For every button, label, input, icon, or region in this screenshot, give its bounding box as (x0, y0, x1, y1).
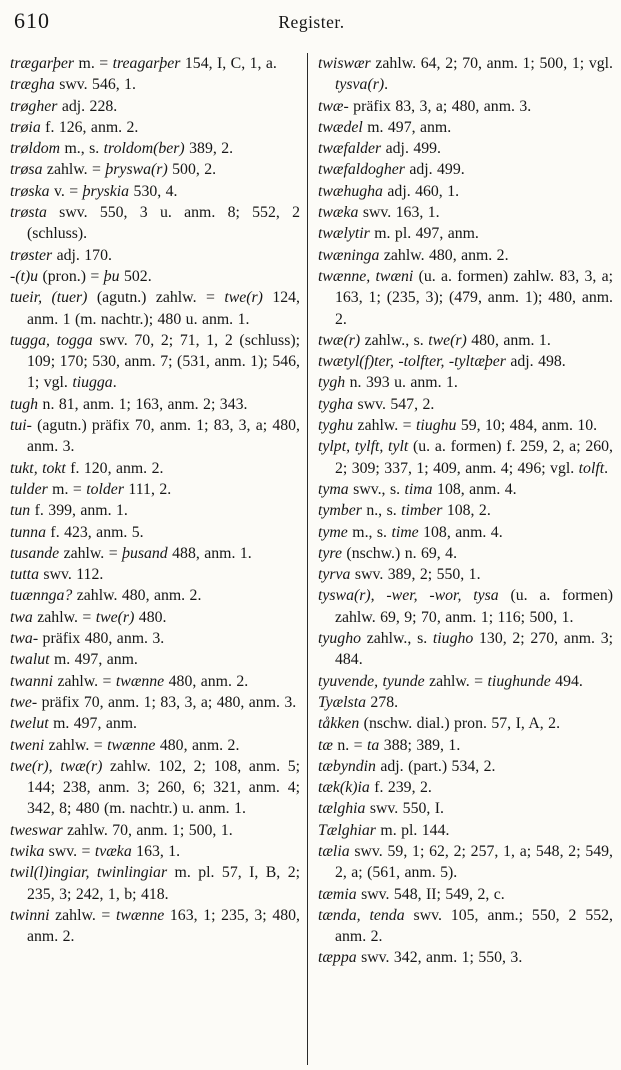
right-column (308, 53, 613, 1065)
index-entry: trøsa zahlw. = þryswa(r) 500, 2. (10, 161, 217, 179)
index-entry: tyme m., s. time 108, anm. 4. (318, 523, 503, 541)
index-entry: Tælghiar m. pl. 144. (318, 821, 450, 839)
index-entry: twelut m. 497, anm. (10, 715, 138, 733)
index-entry: tænda, tenda swv. 105, anm.; 550, 2 552, anm. 2. (318, 906, 613, 946)
index-entry: tutta swv. 112. (10, 566, 104, 584)
index-entry: tylpt, tylft, tylt (u. a. formen) f. 259, 2, a; 260, 2; 309; 337, 1; 409, anm. 4; 496; vgl. tolft. (318, 438, 613, 477)
index-entry: tun f. 399, anm. 1. (10, 502, 128, 520)
index-entry: twætyl(f)ter, -tolfter, -tyltæþer adj. 498. (318, 353, 566, 371)
index-entry: tyre (nschw.) n. 69, 4. (318, 544, 458, 562)
index-entry: trøgher adj. 228. (10, 97, 118, 115)
index-entry: tweswar zahlw. 70, anm. 1; 500, 1. (10, 821, 233, 839)
index-entry: tæmia swv. 548, II; 549, 2, c. (318, 885, 505, 903)
index-entry: trøia f. 126, anm. 2. (10, 118, 139, 136)
page-title: Register. (278, 12, 345, 32)
index-entry: twæ(r) zahlw., s. twe(r) 480, anm. 1. (318, 331, 551, 349)
index-entry: tyuvende, tyunde zahlw. = tiughunde 494. (318, 672, 583, 690)
index-entry: twa zahlw. = twe(r) 480. (10, 608, 167, 626)
index-entry: tweni zahlw. = twænne 480, anm. 2. (10, 736, 240, 754)
index-entry: tåkken (nschw. dial.) pron. 57, I, A, 2. (318, 715, 561, 733)
index-entry: tyswa(r), -wer, -wor, tysa (u. a. formen) zahlw. 69, 9; 70, anm. 1; 116; 500, 1. (318, 587, 613, 626)
index-entry: tyghu zahlw. = tiughu 59, 10; 484, anm. 10. (318, 417, 598, 435)
index-entry: twæhugha adj. 460, 1. (318, 182, 460, 200)
index-entry: twil(l)ingiar, twinlingiar m. pl. 57, I, B, 2; 235, 3; 242, 1, b; 418. (10, 864, 300, 903)
index-entry: twælytir m. pl. 497, anm. (318, 225, 479, 243)
page-header (10, 8, 613, 46)
index-entry: tæ n. = ta 388; 389, 1. (318, 736, 461, 754)
index-entry: tui- (agutn.) präfix 70, anm. 1; 83, 3, a; 480, anm. 3. (10, 417, 300, 456)
index-entry: twiswær zahlw. 64, 2; 70, anm. 1; 500, 1; vgl. tysva(r). (318, 55, 613, 94)
index-entry: tuænnga? zahlw. 480, anm. 2. (10, 587, 202, 605)
index-entry: twe(r), twæ(r) zahlw. 102, 2; 108, anm. 5; 144; 238, anm. 3; 260, 6; 321, anm. 4; 342, 8; 480 (m. nachtr.) u. anm. 1. (10, 757, 300, 818)
index-entry: tælghia swv. 550, I. (318, 800, 444, 818)
index-entry: tæbyndin adj. (part.) 534, 2. (318, 757, 496, 775)
index-entry: twalut m. 497, anm. (10, 651, 138, 669)
index-entry: tukt, tokt f. 120, anm. 2. (10, 459, 164, 477)
index-entry: tæppa swv. 342, anm. 1; 550, 3. (318, 949, 523, 967)
index-entry: twædel m. 497, anm. (318, 118, 452, 136)
page-number: 610 (14, 8, 50, 33)
index-entry: tunna f. 423, anm. 5. (10, 523, 144, 541)
index-entry: twæninga zahlw. 480, anm. 2. (318, 246, 509, 264)
index-entry: trøsta swv. 550, 3 u. anm. 8; 552, 2 (schluss). (10, 204, 300, 243)
index-entry: tusande zahlw. = þusand 488, anm. 1. (10, 544, 252, 562)
index-entry: trøska v. = þryskia 530, 4. (10, 182, 178, 200)
index-entry: tyma swv., s. tima 108, anm. 4. (318, 480, 517, 498)
index-entry: twe- präfix 70, anm. 1; 83, 3, a; 480, anm. 3. (10, 693, 297, 711)
index-entry: tugh n. 81, anm. 1; 163, anm. 2; 343. (10, 395, 248, 413)
index-entry: trægha swv. 546, 1. (10, 76, 136, 94)
index-entry: tyrva swv. 389, 2; 550, 1. (318, 566, 481, 584)
index-entry: -(t)u (pron.) = þu 502. (10, 267, 152, 285)
index-entry: tueir, (tuer) (agutn.) zahlw. = twe(r) 124, anm. 1 (m. nachtr.); 480 u. anm. 1. (10, 289, 301, 328)
index-entry: trøldom m., s. troldom(ber) 389, 2. (10, 140, 234, 158)
index-entry: trægarþer m. = treagarþer 154, I, C, 1, a. (10, 55, 277, 72)
index-entry: twa- präfix 480, anm. 3. (10, 630, 165, 648)
index-entry: twæfaldogher adj. 499. (318, 161, 465, 179)
index-entry: tæk(k)ia f. 239, 2. (318, 779, 432, 797)
index-entry: tulder m. = tolder 111, 2. (10, 480, 172, 498)
index-entry: trøster adj. 170. (10, 246, 112, 264)
index-entry: tugga, togga swv. 70, 2; 71, 1, 2 (schluss); 109; 170; 530, anm. 7; (531, anm. 1); 546, 1; vgl. tiugga. (10, 331, 300, 392)
left-column (10, 53, 307, 1065)
index-entry: twæfalder adj. 499. (318, 140, 441, 158)
index-entry: twika swv. = tvæka 163, 1. (10, 842, 181, 860)
index-entry: twanni zahlw. = twænne 480, anm. 2. (10, 672, 249, 690)
index-entry: twæka swv. 163, 1. (318, 204, 440, 222)
index-entry: tymber n., s. timber 108, 2. (318, 502, 491, 520)
index-entry: twænne, twæni (u. a. formen) zahlw. 83, 3, a; 163, 1; (235, 3); (479, anm. 1); 480, anm. 2. (318, 267, 613, 328)
text-columns (10, 53, 613, 1065)
index-entry: tygh n. 393 u. anm. 1. (318, 374, 458, 392)
index-entry: Tyælsta 278. (318, 693, 399, 711)
index-entry: tygha swv. 547, 2. (318, 395, 435, 413)
index-entry: twinni zahlw. = twænne 163, 1; 235, 3; 480, anm. 2. (10, 906, 300, 946)
index-entry: tyugho zahlw., s. tiugho 130, 2; 270, anm. 3; 484. (318, 630, 613, 669)
index-entry: twæ- präfix 83, 3, a; 480, anm. 3. (318, 97, 532, 115)
index-entry: tælia swv. 59, 1; 62, 2; 257, 1, a; 548, 2; 549, 2, a; (561, anm. 5). (318, 842, 613, 882)
